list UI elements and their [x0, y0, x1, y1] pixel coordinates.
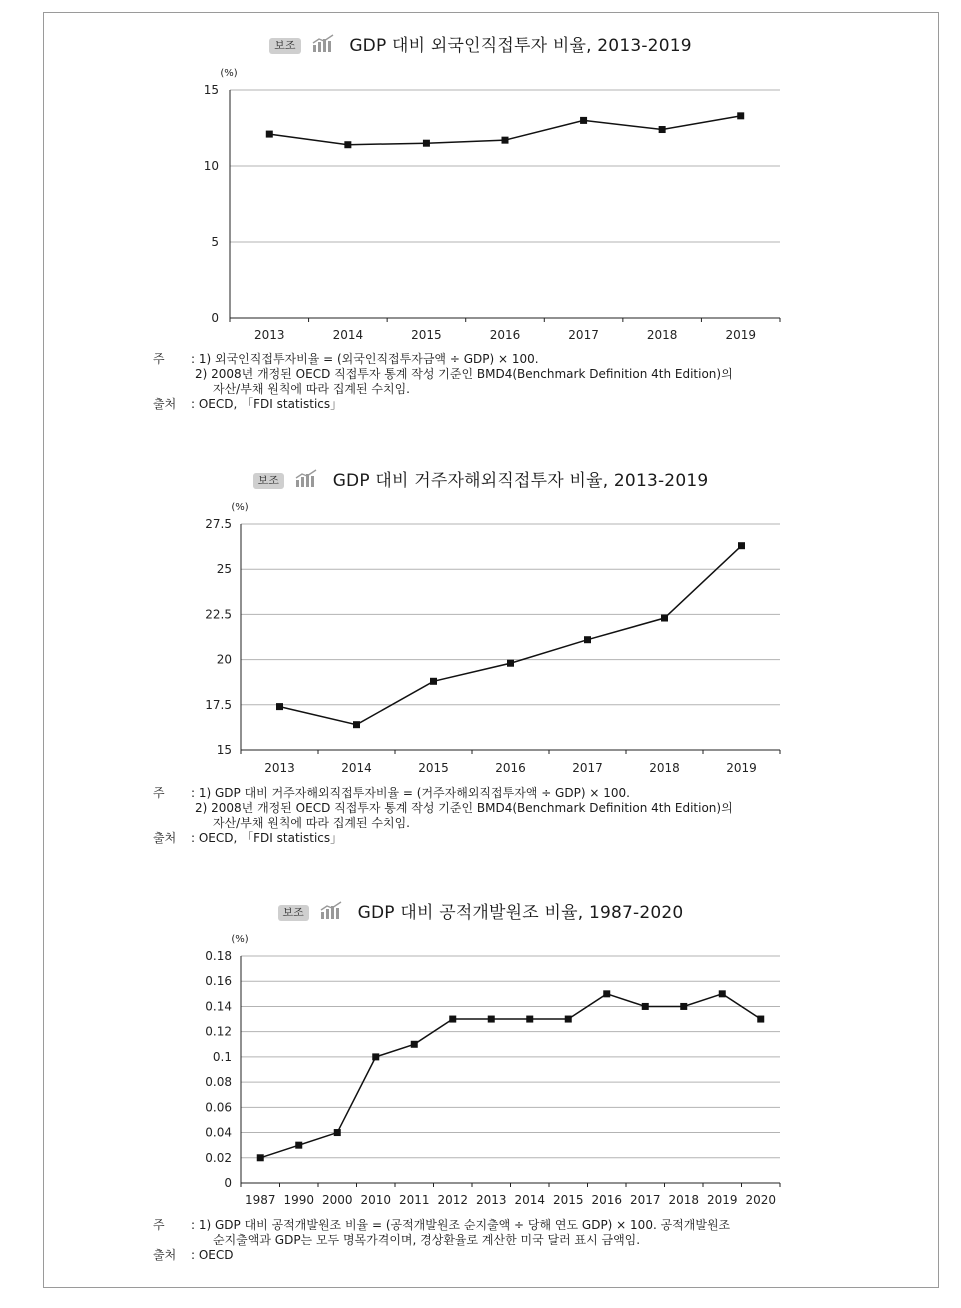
data-point	[659, 126, 666, 133]
x-tick-label: 2012	[437, 1193, 469, 1207]
source-label: 출처	[153, 1248, 177, 1262]
data-point	[526, 1016, 533, 1023]
y-tick-label: 0.1	[212, 1049, 232, 1064]
note-2: 순지출액과 GDP는 모두 명목가격이며, 경상환율로 계산한 미국 달러 표시 금액임.	[213, 1233, 641, 1247]
x-tick-label: 2013	[264, 761, 295, 775]
y-tick-label: 0	[211, 311, 219, 325]
data-point	[353, 721, 360, 728]
note-2b: 자산/부채 원칙에 따라 집계된 수치임.	[213, 382, 410, 396]
x-tick-label: 2013	[475, 1193, 507, 1207]
y-unit-label: (%)	[231, 934, 249, 945]
data-point	[449, 1016, 456, 1023]
chart2-notes: 주 : 1) GDP 대비 거주자해외직접투자비율 = (거주자해외직접투자액 ÷ GDP) × 100. 2) 2008년 개정된 OECD 직접투자 통계 작성 기준인 BMD4(Benchmark Definition 4th Edition)의 자산/부채 원칙에 따라 집계된 수치임. 출처 : OECD, 「FDI statistics」	[153, 786, 793, 846]
x-tick-label: 2017	[629, 1193, 661, 1207]
chart1-notes: 주 : 1) 외국인직접투자비율 = (외국인직접투자금액 ÷ GDP) × 100. 2) 2008년 개정된 OECD 직접투자 통계 작성 기준인 BMD4(Benchmark Definition 4th Edition)의 자산/부채 원칙에 따라 집계된 수치임. 출처 : OECD, 「FDI statistics」	[153, 352, 793, 412]
x-tick-label: 2010	[360, 1193, 392, 1207]
y-tick-label: 0.08	[205, 1075, 232, 1090]
chart2-title-row	[0, 469, 961, 493]
data-point	[642, 1003, 649, 1010]
y-tick-label: 10	[203, 159, 219, 173]
y-tick-label: 20	[216, 652, 232, 667]
x-tick-label: 2014	[341, 761, 372, 775]
note-label: 주	[153, 786, 165, 800]
data-point	[580, 117, 587, 124]
y-tick-label: 0.16	[205, 974, 232, 989]
x-tick-label: 2014	[332, 328, 364, 342]
data-point	[680, 1003, 687, 1010]
note-1: 1) 외국인직접투자비율 = (외국인직접투자금액 ÷ GDP) × 100.	[198, 352, 539, 366]
chart3-title: GDP 대비 공적개발원조 비율, 1987-2020	[357, 903, 684, 923]
y-tick-label: 0.14	[205, 999, 232, 1014]
x-tick-label: 2000	[321, 1193, 353, 1207]
x-tick-label: 2015	[411, 328, 442, 342]
y-tick-label: 0	[224, 1176, 232, 1190]
data-point	[334, 1129, 341, 1136]
chart1-title-row	[0, 34, 961, 58]
y-tick-label: 27.5	[205, 517, 232, 531]
data-point	[584, 636, 591, 643]
data-point	[411, 1041, 418, 1048]
x-tick-label: 2017	[572, 761, 603, 775]
source-text: OECD	[198, 1248, 234, 1262]
chart3-badge: 보조	[278, 905, 309, 921]
note-2b: 자산/부채 원칙에 따라 집계된 수치임.	[213, 816, 410, 830]
x-tick-label: 2018	[668, 1193, 700, 1207]
chart3-plot	[0, 928, 961, 1216]
x-tick-label: 2016	[591, 1193, 623, 1207]
data-point	[507, 660, 514, 667]
x-tick-label: 2011	[398, 1193, 430, 1207]
x-tick-label: 2018	[649, 761, 680, 775]
data-point	[344, 141, 351, 148]
data-point	[423, 140, 430, 147]
y-tick-label: 0.18	[205, 949, 232, 963]
y-tick-label: 15	[216, 743, 232, 757]
y-tick-label: 0.04	[205, 1125, 232, 1140]
bar-chart-icon	[320, 901, 344, 925]
x-tick-label: 1987	[244, 1193, 276, 1207]
chart3-notes: 주 : 1) GDP 대비 공적개발원조 비율 = (공적개발원조 순지출액 ÷ 당해 연도 GDP) × 100. 공적개발원조 순지출액과 GDP는 모두 명목가격이며, 경상환율로 계산한 미국 달러 표시 금액임. 출처 : OECD	[153, 1218, 793, 1263]
chart2-badge: 보조	[253, 473, 284, 489]
y-tick-label: 17.5	[205, 697, 232, 712]
data-point	[719, 990, 726, 997]
y-tick-label: 0.02	[205, 1150, 232, 1165]
y-tick-label: 5	[211, 235, 219, 249]
data-point	[737, 112, 744, 119]
source-text: OECD, 「FDI statistics」	[198, 831, 343, 845]
data-point	[257, 1154, 264, 1161]
chart2-title: GDP 대비 거주자해외직접투자 비율, 2013-2019	[332, 471, 709, 491]
y-unit-label: (%)	[220, 68, 238, 79]
bar-chart-icon	[312, 34, 336, 58]
data-point	[430, 678, 437, 685]
chart1-plot	[0, 62, 961, 352]
x-tick-label: 1990	[283, 1193, 315, 1207]
data-point	[565, 1016, 572, 1023]
data-point	[603, 990, 610, 997]
y-unit-label: (%)	[231, 502, 249, 513]
x-tick-label: 2017	[568, 328, 599, 342]
data-point	[661, 615, 668, 622]
source-label: 출처	[153, 397, 177, 411]
data-point	[488, 1016, 495, 1023]
note-label: 주	[153, 352, 165, 366]
y-tick-label: 25	[216, 562, 232, 577]
chart1-badge: 보조	[269, 38, 300, 54]
data-point	[757, 1016, 764, 1023]
x-tick-label: 2018	[646, 328, 678, 342]
chart3-title-row	[0, 901, 961, 925]
x-tick-label: 2019	[706, 1193, 738, 1207]
x-tick-label: 2013	[254, 328, 285, 342]
note-1: 1) GDP 대비 거주자해외직접투자비율 = (거주자해외직접투자액 ÷ GDP) × 100.	[198, 786, 630, 800]
y-tick-label: 0.06	[205, 1100, 232, 1115]
note-2: 2) 2008년 개정된 OECD 직접투자 통계 작성 기준인 BMD4(Benchmark Definition 4th Edition)의	[195, 367, 733, 381]
note-1: 1) GDP 대비 공적개발원조 비율 = (공적개발원조 순지출액 ÷ 당해 연도 GDP) × 100. 공적개발원조	[198, 1218, 731, 1232]
chart2-plot	[0, 496, 961, 784]
data-point	[502, 137, 509, 144]
y-tick-label: 15	[203, 83, 219, 97]
x-tick-label: 2016	[495, 761, 526, 775]
x-tick-label: 2016	[489, 328, 521, 342]
note-2: 2) 2008년 개정된 OECD 직접투자 통계 작성 기준인 BMD4(Benchmark Definition 4th Edition)의	[195, 801, 733, 815]
x-tick-label: 2019	[725, 328, 756, 342]
x-tick-label: 2015	[418, 761, 449, 775]
data-point	[276, 703, 283, 710]
y-tick-label: 22.5	[205, 607, 232, 622]
data-point	[372, 1053, 379, 1060]
data-point	[295, 1142, 302, 1149]
bar-chart-icon	[295, 469, 319, 493]
y-tick-label: 0.12	[205, 1024, 232, 1039]
x-tick-label: 2019	[726, 761, 757, 775]
series-line	[280, 546, 742, 725]
source-label: 출처	[153, 831, 177, 845]
chart1-title: GDP 대비 외국인직접투자 비율, 2013-2019	[349, 36, 692, 56]
note-label: 주	[153, 1218, 165, 1232]
source-text: OECD, 「FDI statistics」	[198, 397, 343, 411]
x-tick-label: 2015	[552, 1193, 584, 1207]
x-tick-label: 2014	[514, 1193, 546, 1207]
data-point	[266, 131, 273, 138]
data-point	[738, 542, 745, 549]
x-tick-label: 2020	[745, 1193, 777, 1207]
